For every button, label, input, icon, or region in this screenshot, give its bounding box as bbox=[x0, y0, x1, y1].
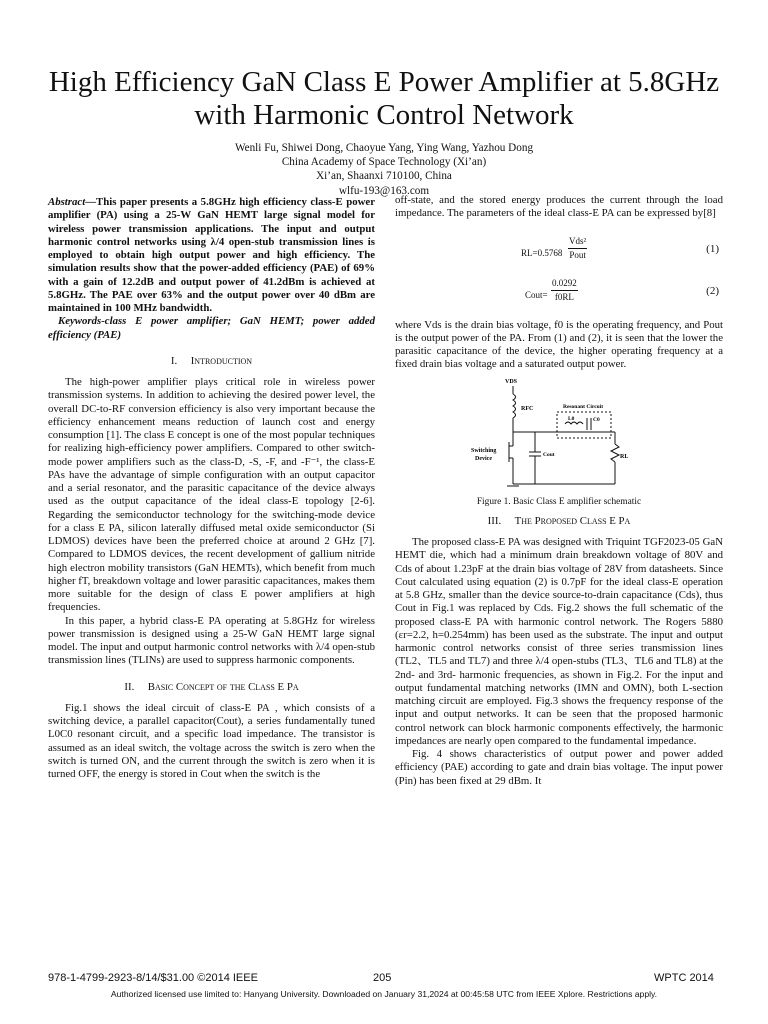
equation-lhs: RL=0.5768 bbox=[521, 247, 563, 258]
equation-fraction bbox=[568, 235, 587, 263]
license-notice: Authorized licensed use limited to: Hanyang University. Downloaded on January 31,2024 at 00:45:58 UTC from IEEE Xplore. Restrictions apply. bbox=[110, 989, 658, 999]
intro-paragraph-1: The high-power amplifier plays critical role in wireless power transmission systems. In addition to achieving the desired power level, the overall DC-to-RF conversion efficiency is also very important because the efficiency enhancement means reduction of launch cost and energy consumption [1]. The class E concept is one of the most popular techniques for realizing high-efficiency power amplifiers. Compared to other switch-mode power amplifiers such as the class-D, -S, -F, and -F⁻¹, the class-E PAs have the advantage of simple configuration with an output capacitor and a serial resonator, and the parasitic capacitance of the device always used as the output capacitance of the ideal class-E topology [2-6]. Regarding the semiconductor technology for the switching-mode device for a class E PA, silicon laterally diffused metal oxide semiconductor (Si LDMOS) devices have been the preferred choice at around 2 GHz [7]. Compared to LDMOS devices, the recent development of gallium nitride high electron mobility transistors (GaN HEMTs), which benefit from much higher fT, breakdown voltage and lower parasitic capacitances, makes them more suitable for the design of class E power amplifiers at high frequencies. bbox=[48, 376, 375, 614]
device-label: Device bbox=[475, 455, 492, 462]
resonant-label: Resonant Circuit bbox=[563, 403, 604, 410]
section-title: The Proposed Class E Pa bbox=[514, 514, 631, 527]
proposed-paragraph-2: Fig. 4 shows characteristics of output power and power added efficiency (PAE) according to gate and drain bias voltage. The input power (Pin) has been fixed at 29 dBm. It bbox=[395, 748, 723, 787]
author-block bbox=[120, 141, 648, 198]
paper-title: High Efficiency GaN Class E Power Amplifier at 5.8GHz with Harmonic Control Network bbox=[48, 66, 720, 131]
where-paragraph: where Vds is the drain bias voltage, f0 is the operating frequency, and Pout is the output power of the PA. From (1) and (2), it is seen that the lower the parasitic capacitance of the device, the higher operating frequency at a fixed drain bias voltage and a saturated output power. bbox=[395, 318, 723, 371]
author-names: Wenli Fu, Shiwei Dong, Chaoyue Yang, Ying Wang, Yazhou Dong bbox=[234, 142, 534, 154]
equation-number: (1) bbox=[706, 242, 719, 255]
left-column bbox=[48, 196, 375, 781]
vds-label: VDS bbox=[505, 378, 518, 385]
c0-label: C0 bbox=[593, 416, 600, 423]
section-number: III. bbox=[487, 514, 502, 527]
section-title: Introduction bbox=[190, 354, 253, 367]
footer-conference: WPTC 2014 bbox=[654, 972, 714, 984]
equation-number: (2) bbox=[706, 284, 719, 297]
equation-2 bbox=[395, 275, 723, 311]
email: wlfu-193@163.com bbox=[338, 184, 430, 197]
proposed-paragraph-1: The proposed class-E PA was designed with Triquint TGF2023-05 GaN HEMT die, which had a minimum drain breakdown voltage of 80V and Cds of about 1.23pF at the drain bias voltage of 28V from datasheets. Since Cout calculated using equation (2) is 0.7pF for the ideal class-E operation at 5.8 GHz, smaller than the device source-to-drain capacitance (Cds), thus Cout in Fig.1 was replaced by Cds. Fig.2 shows the full schematic of the proposed class-E PA with harmonic control network. The Rogers 5880 (εr=2.2, h=0.254mm) has been used as the substrate. The input and output harmonic control networks consist of three series transmission lines (TL2、TL5 and TL7) and three λ/4 open-stubs (TL3、TL6 and TL8) at the 2nd- and 3rd- harmonic frequencies, as shown in Fig.2. For the input and output fundamental matching networks (IMN and OMN), both L-section matching circuit are employed. Fig.3 shows the frequency response of the input and output networks. It can be seen that the proposed harmonic control network can block harmonic components effectively, the harmonic impedances are nearly open compared to the fundamental impedance. bbox=[395, 536, 723, 747]
switching-label: Switching bbox=[471, 447, 497, 454]
section-number: I. bbox=[170, 354, 178, 367]
intro-paragraph-2: In this paper, a hybrid class-E PA operating at 5.8GHz for wireless power transmission is designed using a 25-W GaN HEMT large signal model. The input and output harmonic control networks with λ/4 open-stub transmission lines (TLINs) are used to suppress harmonic components. bbox=[48, 614, 375, 667]
equation-numerator: 0.0292 bbox=[551, 277, 578, 291]
affiliation: China Academy of Space Technology (Xi’an) bbox=[281, 156, 487, 169]
section-heading-1 bbox=[48, 355, 375, 368]
footer-isbn: 978-1-4799-2923-8/14/$31.00 ©2014 IEEE bbox=[48, 972, 258, 984]
basic-concept-paragraph: Fig.1 shows the ideal circuit of class-E PA , which consists of a switching device, a parallel capacitor(Cout), a series fundamentally tuned L0C0 resonant circuit, and a specific load impedance. The transistor is assumed as an ideal switch, the voltage across the switch is zero when the switch is turned ON, and the current through the switch is zero when it is turned OFF, the energy is stored in Cout when the switch is the bbox=[48, 701, 375, 780]
rl-label: RL bbox=[620, 453, 629, 460]
equation-denominator: f0RL bbox=[554, 291, 574, 302]
abstract-text: —This paper presents a 5.8GHz high efficiency class-E power amplifier (PA) using a 25-W GaN HEMT large signal model for wireless power transmission applications. The input and output harmonic control networks using λ/4 open-stub transmission lines is employed to obtain high output power and high efficiency. The simulation results show that the power-added efficiency (PAE) of 69% with a gain of 12.2dB and output power of 41.2dBm is achieved at 5.8GHz. The PAE over 63% and the output power over 40 dBm are maintained in 100 MHz bandwidth. bbox=[48, 196, 375, 314]
figure-caption: Figure 1. Basic Class E amplifier schematic bbox=[476, 496, 642, 507]
section-heading-3 bbox=[395, 515, 723, 528]
cout-label: Cout bbox=[543, 451, 555, 458]
equation-numerator: Vds² bbox=[568, 235, 587, 249]
class-e-schematic bbox=[465, 376, 665, 492]
equation-lhs: Cout= bbox=[525, 289, 548, 300]
figure-1 bbox=[395, 376, 723, 494]
section-title: Basic Concept of the Class E Pa bbox=[147, 680, 299, 693]
keywords: Keywords-class E power amplifier; GaN HEMT; power added efficiency (PAE) bbox=[48, 315, 375, 341]
rfc-label: RFC bbox=[521, 405, 534, 412]
abstract bbox=[48, 196, 375, 315]
equation-fraction bbox=[551, 277, 578, 305]
abstract-label: Abstract bbox=[48, 196, 86, 208]
footer-page-number: 205 bbox=[373, 972, 392, 984]
section-heading-2 bbox=[48, 681, 375, 694]
equation-denominator: Pout bbox=[569, 249, 586, 260]
right-column bbox=[395, 194, 723, 788]
l0-label: L0 bbox=[568, 415, 575, 422]
equation-1 bbox=[395, 233, 723, 269]
continued-paragraph: off-state, and the stored energy produces the current through the load impedance. The parameters of the ideal class-E PA can be expressed by[8] bbox=[395, 194, 723, 220]
address: Xi’an, Shaanxi 710100, China bbox=[316, 170, 452, 183]
section-number: II. bbox=[124, 680, 135, 693]
